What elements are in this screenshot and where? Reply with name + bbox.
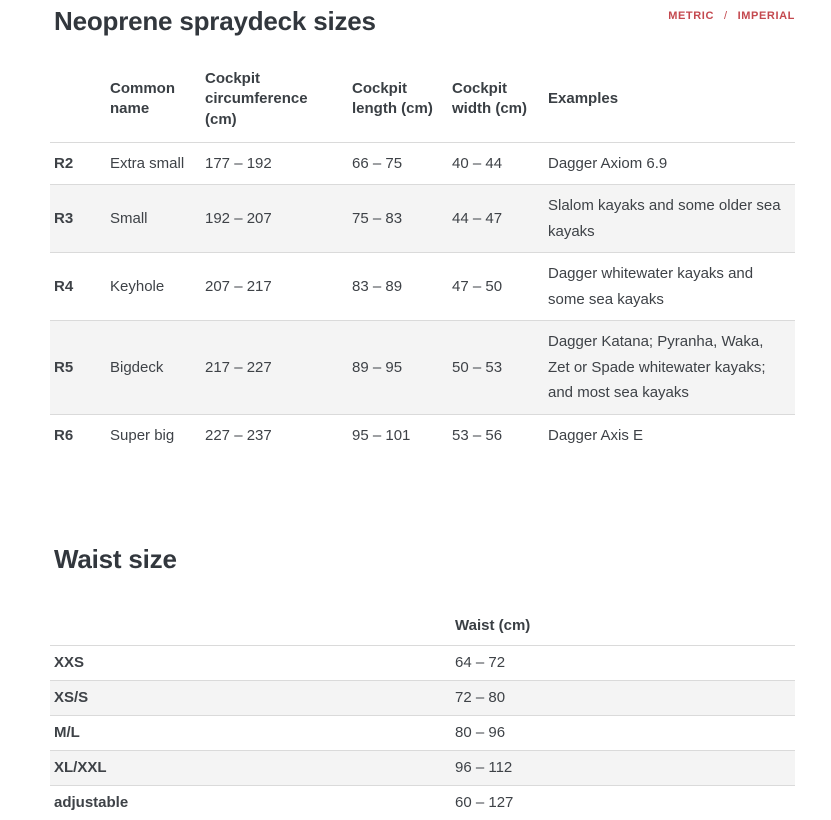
waist-range-value: 80 – 96 — [455, 724, 506, 742]
waist-range-value: 60 – 127 — [455, 794, 514, 812]
examples-value: Dagger whitewater kayaks and some sea kayaks — [548, 265, 754, 308]
length-value: 75 – 83 — [352, 210, 403, 227]
width-value: 53 – 56 — [452, 426, 503, 444]
table-row-xs-s — [50, 681, 795, 716]
common-name: Extra small — [110, 154, 185, 172]
table-row-r5 — [50, 321, 795, 415]
size-code: R6 — [54, 426, 74, 444]
size-code: R5 — [54, 358, 74, 376]
circumference-value: 207 – 217 — [205, 278, 272, 295]
length-value: 66 – 75 — [352, 154, 403, 172]
table-row-m-l — [50, 716, 795, 751]
common-name: Bigdeck — [110, 358, 164, 376]
header-waist-label — [50, 607, 455, 646]
length-value: 89 – 95 — [352, 358, 403, 376]
waist-range-value: 96 – 112 — [455, 759, 513, 777]
width-value: 50 – 53 — [452, 358, 503, 376]
table-row-xl-xxl — [50, 751, 795, 786]
length-value: 83 – 89 — [352, 278, 403, 295]
header-waist-cm: Waist (cm) — [455, 617, 531, 635]
waist-size-label: XXS — [54, 654, 85, 672]
length-value: 95 – 101 — [352, 426, 411, 444]
table-row-adjustable — [50, 786, 795, 820]
examples-value: Dagger Katana; Pyranha, Waka, Zet or Spade whitewater kayaks; and most sea kayaks — [548, 333, 766, 402]
waist-size-label: XL/XXL — [54, 759, 107, 777]
header-cockpit-circumference: Cockpit circumference (cm) — [205, 70, 308, 128]
units-separator: / — [723, 10, 728, 22]
spraydeck-header-row — [50, 57, 795, 142]
common-name: Super big — [110, 426, 175, 444]
page-title: Neoprene spraydeck sizes — [54, 6, 376, 36]
common-name: Small — [110, 210, 148, 227]
circumference-value: 227 – 237 — [205, 426, 272, 444]
table-row-r4 — [50, 253, 795, 321]
circumference-value: 217 – 227 — [205, 358, 272, 376]
waist-header-row — [50, 607, 795, 646]
table-row-r2 — [50, 142, 795, 185]
size-code: R4 — [54, 278, 74, 295]
header-cockpit-length: Cockpit length (cm) — [352, 80, 433, 118]
header-cockpit-width: Cockpit width (cm) — [452, 80, 527, 118]
examples-value: Slalom kayaks and some older sea kayaks — [548, 197, 781, 240]
spraydeck-size-table — [50, 57, 795, 456]
circumference-value: 192 – 207 — [205, 210, 272, 227]
page-header — [50, 6, 795, 37]
table-row-r6 — [50, 414, 795, 456]
size-code: R2 — [54, 154, 74, 172]
waist-size-label: adjustable — [54, 794, 129, 812]
width-value: 40 – 44 — [452, 154, 503, 172]
width-value: 44 – 47 — [452, 210, 503, 227]
table-row-r3 — [50, 185, 795, 253]
width-value: 47 – 50 — [452, 278, 503, 295]
header-common-name: Common name — [110, 80, 175, 118]
waist-size-title: Waist size — [54, 544, 177, 575]
examples-value: Dagger Axiom 6.9 — [548, 154, 668, 172]
circumference-value: 177 – 192 — [205, 154, 272, 172]
waist-size-label: XS/S — [54, 689, 89, 707]
units-toggle — [668, 10, 795, 22]
size-code: R3 — [54, 210, 74, 227]
examples-value: Dagger Axis E — [548, 426, 644, 444]
header-size-code — [50, 57, 110, 142]
waist-range-value: 72 – 80 — [455, 689, 506, 707]
table-row-xxs — [50, 646, 795, 681]
common-name: Keyhole — [110, 278, 165, 295]
waist-range-value: 64 – 72 — [455, 654, 506, 672]
header-examples: Examples — [548, 90, 619, 108]
imperial-link[interactable]: IMPERIAL — [737, 10, 795, 22]
waist-size-label: M/L — [54, 724, 80, 742]
metric-link[interactable]: METRIC — [668, 10, 714, 22]
waist-size-table — [50, 607, 795, 820]
